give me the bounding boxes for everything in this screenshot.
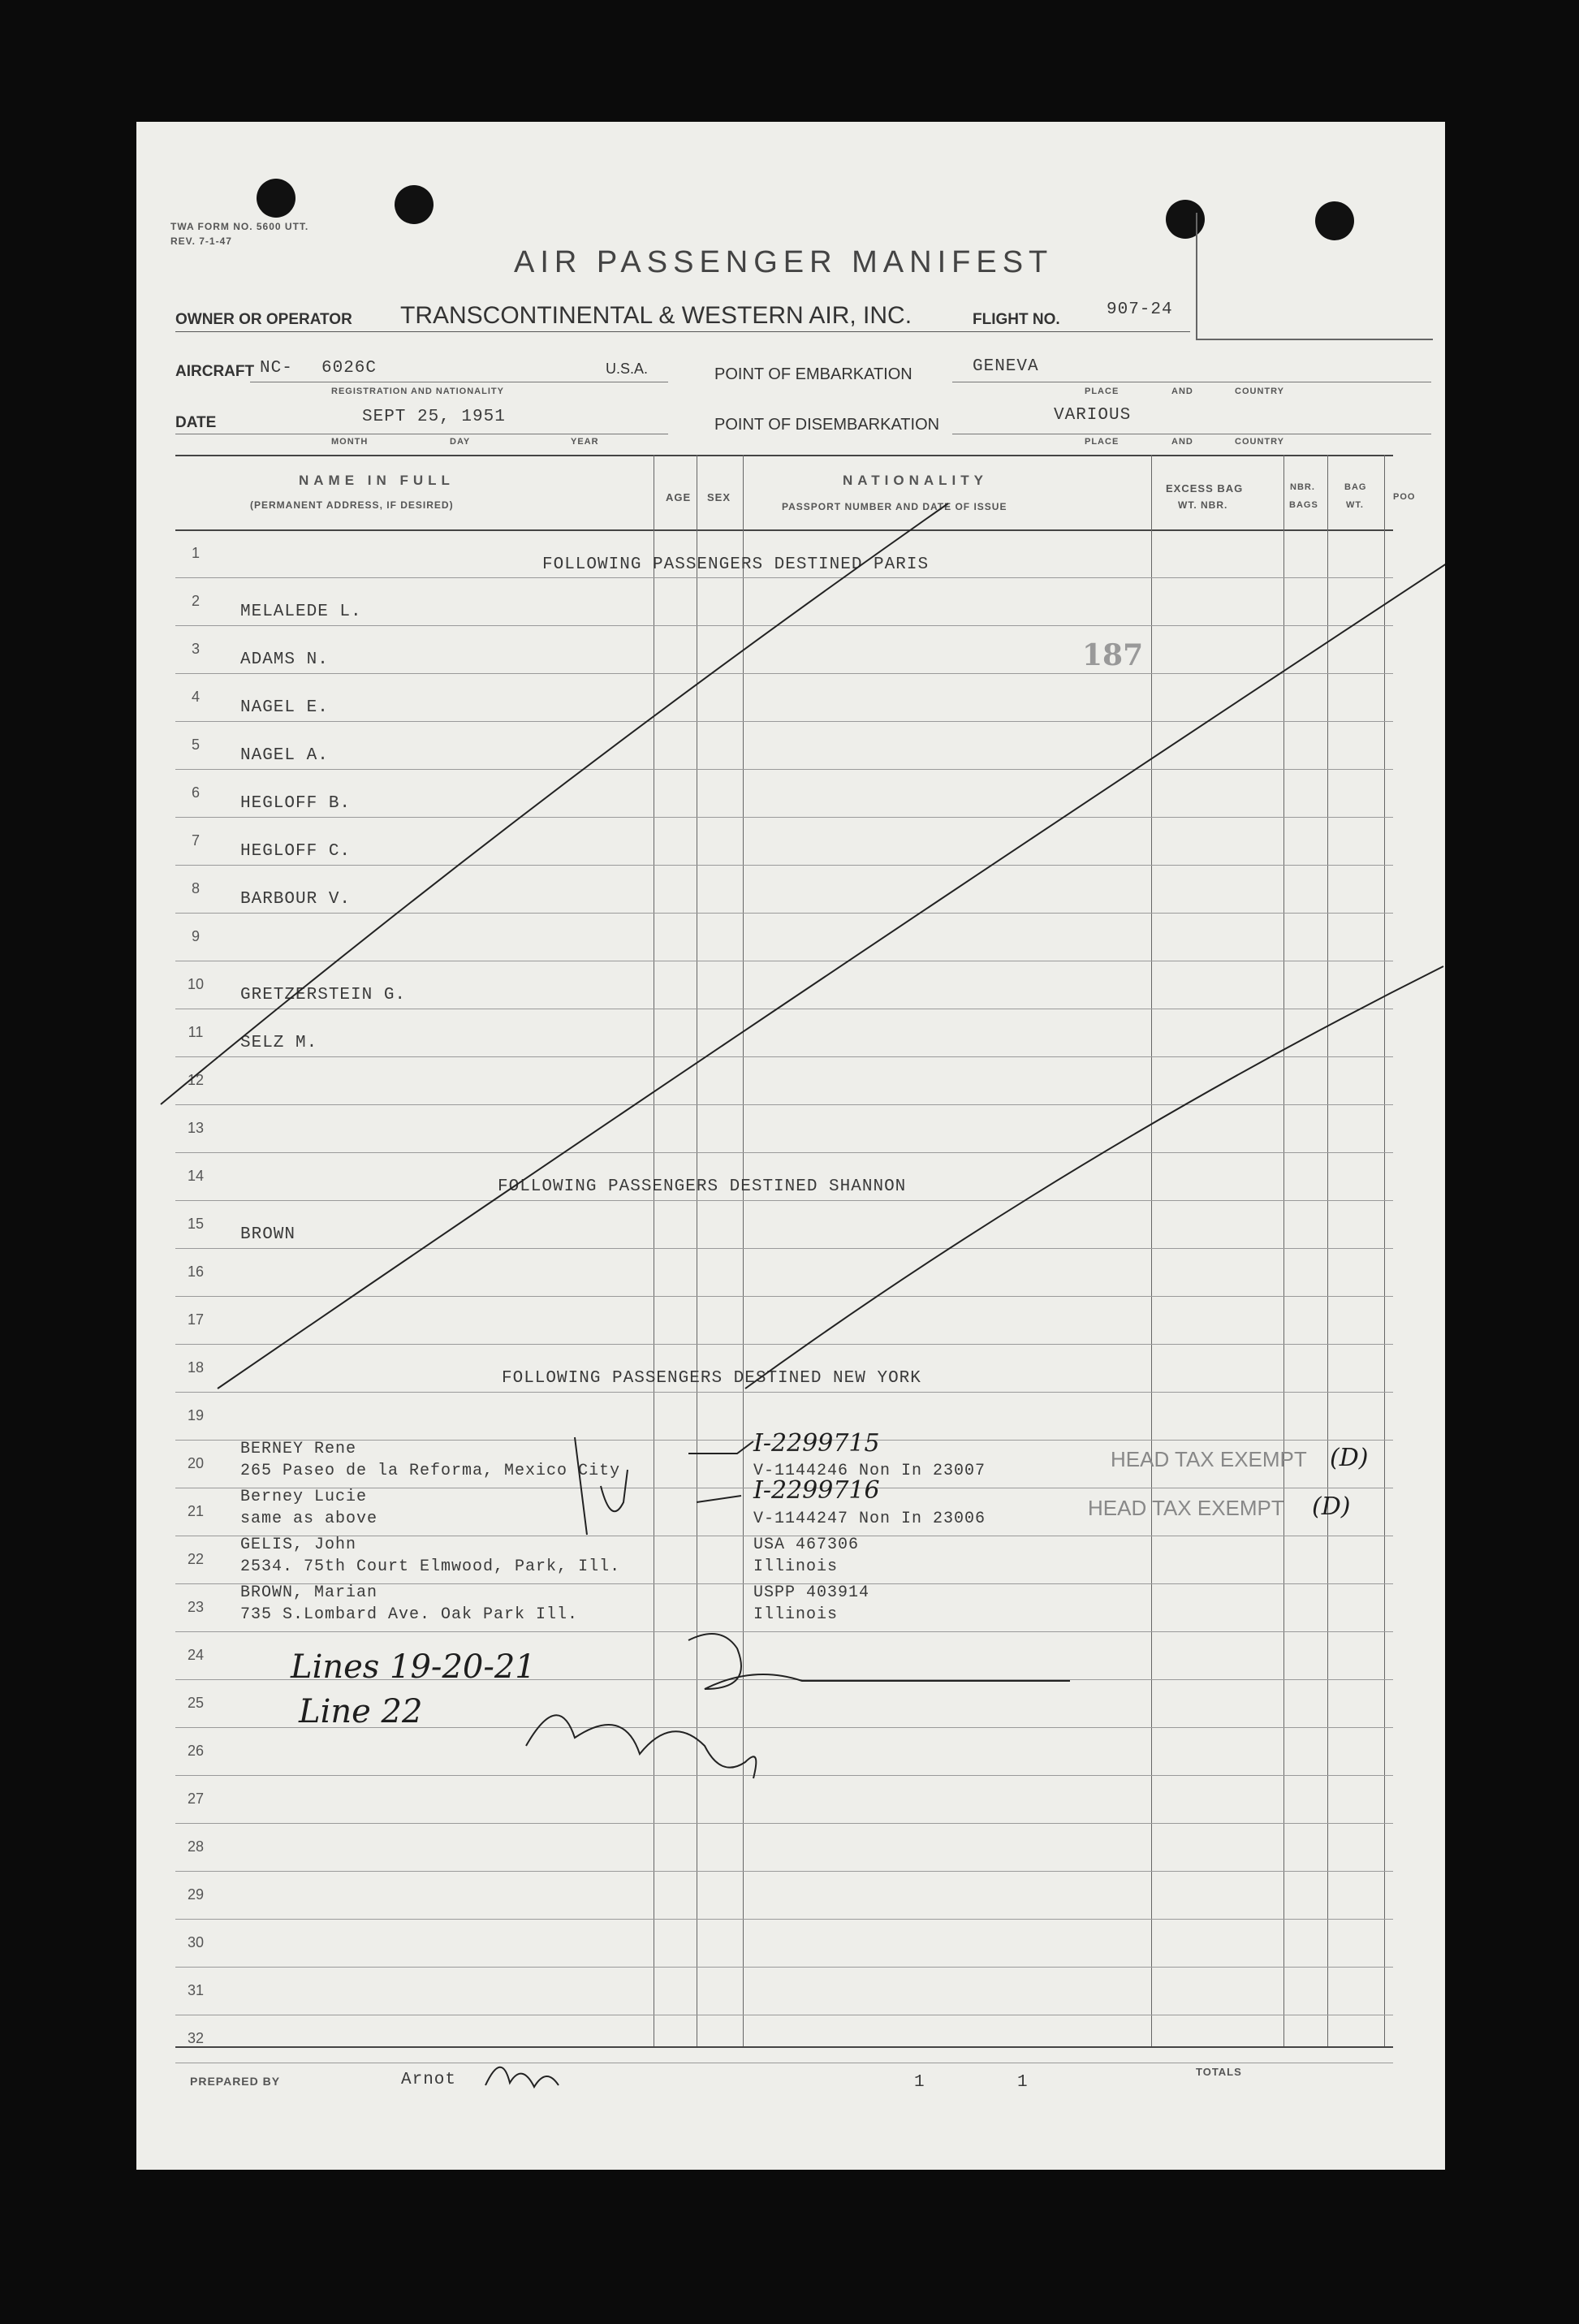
prepared-by-label: PREPARED BY (190, 2075, 281, 2088)
head-tax-stamp: HEAD TAX EXEMPT (1111, 1447, 1307, 1471)
passenger-name: Berney Lucie (240, 1488, 368, 1506)
prepared-by-signer: Arnot (401, 2071, 457, 2089)
passenger-name: GELIS, John (240, 1536, 357, 1554)
date-value: SEPT 25, 1951 (362, 408, 506, 426)
row-number: 8 (191, 880, 200, 896)
passenger-name: BARBOUR V. (240, 890, 352, 909)
disembark-value: VARIOUS (1054, 406, 1132, 425)
row-number: 2 (191, 593, 200, 609)
row-number: 6 (191, 784, 200, 801)
flight-label: FLIGHT NO. (973, 311, 1060, 328)
section-shannon: FOLLOWING PASSENGERS DESTINED SHANNON (498, 1177, 907, 1196)
passport-state: Illinois (753, 1605, 839, 1624)
head-tax-mark: (D) (1312, 1492, 1351, 1521)
passenger-name: BROWN (240, 1225, 296, 1244)
aircraft-country: U.S.A. (606, 361, 649, 377)
passenger-name: NAGEL A. (240, 746, 329, 765)
checkmark (575, 1437, 628, 1535)
strike-line (161, 503, 948, 1104)
row-number: 22 (187, 1551, 205, 1567)
row-number: 11 (188, 1024, 204, 1040)
row-number: 13 (187, 1120, 205, 1136)
row-number: 18 (187, 1359, 205, 1376)
passenger-name: NAGEL E. (240, 698, 329, 717)
col-excess-header: EXCESS BAG (1166, 482, 1244, 495)
passenger-name: HEGLOFF B. (240, 794, 352, 813)
page-stamp-number: 187 (1082, 638, 1144, 672)
aircraft-prefix: NC- (260, 359, 293, 378)
signature (688, 1634, 1070, 1689)
registration-caption: REGISTRATION AND NATIONALITY (331, 387, 504, 396)
passenger-name: BERNEY Rene (240, 1440, 357, 1458)
year-caption: YEAR (571, 437, 599, 447)
place-caption: PLACE (1085, 387, 1120, 396)
row-number: 24 (187, 1647, 205, 1663)
passport-number: V-1144246 Non In 23007 (753, 1462, 986, 1480)
passenger-address: 2534. 75th Court Elmwood, Park, Ill. (240, 1557, 621, 1576)
aircraft-label: AIRCRAFT (175, 363, 255, 380)
owner-label: OWNER OR OPERATOR (175, 311, 352, 328)
and-caption-2: AND (1171, 437, 1193, 447)
section-paris: FOLLOWING PASSENGERS DESTINED PARIS (542, 555, 930, 574)
col-excess-subheader: WT. NBR. (1178, 499, 1228, 511)
section-new-york: FOLLOWING PASSENGERS DESTINED NEW YORK (502, 1369, 921, 1388)
strike-line (745, 966, 1443, 1389)
row-number: 26 (187, 1743, 205, 1759)
row-number: 23 (187, 1599, 205, 1615)
passenger-name: ADAMS N. (240, 650, 329, 669)
row-number: 25 (187, 1695, 205, 1711)
day-caption: DAY (450, 437, 471, 447)
row-number: 5 (191, 737, 200, 753)
col-name-subheader: (PERMANENT ADDRESS, IF DESIRED) (250, 499, 454, 511)
flight-value: 907-24 (1107, 300, 1173, 319)
col-nationality-header: NATIONALITY (843, 473, 989, 488)
row-number: 15 (187, 1216, 205, 1232)
ticket-number: I-2299715 (753, 1429, 880, 1458)
col-passport-header: PASSPORT NUMBER AND DATE OF ISSUE (782, 501, 1007, 512)
row-number: 28 (187, 1838, 205, 1855)
place-caption-2: PLACE (1085, 437, 1120, 447)
row-number: 32 (187, 2030, 205, 2046)
embark-value: GENEVA (973, 357, 1039, 376)
head-tax-stamp: HEAD TAX EXEMPT (1088, 1496, 1284, 1520)
strike-line (218, 560, 1445, 1389)
row-number: 3 (191, 641, 200, 657)
row-number: 14 (187, 1168, 205, 1184)
and-caption: AND (1171, 387, 1193, 396)
owner-value: TRANSCONTINENTAL & WESTERN AIR, INC. (400, 302, 912, 329)
country-caption: COUNTRY (1235, 387, 1284, 396)
passport-number: USPP 403914 (753, 1583, 870, 1602)
row-number: 19 (187, 1407, 205, 1423)
col-bag-header: BAG (1344, 482, 1367, 492)
totals-label: TOTALS (1196, 2066, 1242, 2078)
row-number: 10 (187, 976, 205, 992)
col-nbr-header: NBR. (1290, 482, 1315, 492)
row-number: 9 (191, 928, 200, 944)
passenger-name: SELZ M. (240, 1034, 318, 1052)
passport-state: Illinois (753, 1557, 839, 1576)
passenger-address: 265 Paseo de la Reforma, Mexico City (240, 1462, 621, 1480)
date-label: DATE (175, 414, 217, 431)
passport-number: USA 467306 (753, 1536, 860, 1554)
country-caption-2: COUNTRY (1235, 437, 1284, 447)
embark-label: POINT OF EMBARKATION (714, 365, 912, 383)
col-nbr-subheader: BAGS (1289, 500, 1318, 510)
ticket-bracket (688, 1441, 753, 1502)
passenger-address: same as above (240, 1510, 378, 1528)
row-number: 7 (191, 832, 200, 849)
disembark-label: POINT OF DISEMBARKATION (714, 416, 940, 434)
row-number: 30 (187, 1934, 205, 1950)
col-name-header: NAME IN FULL (299, 473, 455, 488)
row-number: 16 (187, 1264, 205, 1280)
page-title: AIR PASSENGER MANIFEST (514, 245, 1054, 279)
aircraft-value: 6026C (321, 359, 377, 378)
row-number: 1 (191, 545, 200, 561)
manifest-page (136, 122, 1445, 2170)
row-number: 17 (187, 1311, 205, 1328)
handwritten-note: Line 22 (299, 1693, 423, 1730)
handwritten-note: Lines 19-20-21 (291, 1648, 536, 1686)
signature (526, 1715, 756, 1778)
month-caption: MONTH (331, 437, 369, 447)
passenger-address: 735 S.Lombard Ave. Oak Park Ill. (240, 1605, 579, 1624)
col-age-header: AGE (666, 491, 692, 503)
head-tax-mark: (D) (1330, 1444, 1369, 1472)
passenger-name: GRETZERSTEIN G. (240, 986, 407, 1004)
row-number: 27 (187, 1791, 205, 1807)
ticket-number: I-2299716 (753, 1476, 880, 1505)
passport-number: V-1144247 Non In 23006 (753, 1510, 986, 1528)
footer-count: 1 (914, 2073, 925, 2092)
passenger-name: HEGLOFF C. (240, 842, 352, 861)
col-poo-header: POO (1393, 492, 1416, 502)
col-bag-subheader: WT. (1346, 500, 1364, 510)
row-number: 12 (187, 1072, 205, 1088)
signature (485, 2067, 559, 2087)
row-number: 20 (187, 1455, 205, 1471)
handwriting-layer (136, 122, 1445, 2170)
row-number: 4 (191, 689, 200, 705)
passenger-name: MELALEDE L. (240, 603, 362, 621)
col-sex-header: SEX (707, 491, 731, 503)
form-revision: REV. 7-1-47 (170, 235, 232, 247)
passenger-name: BROWN, Marian (240, 1583, 378, 1602)
row-number: 29 (187, 1886, 205, 1903)
row-number: 21 (187, 1503, 205, 1519)
footer-count: 1 (1017, 2073, 1029, 2092)
row-number: 31 (187, 1982, 205, 1998)
form-number: TWA FORM NO. 5600 UTT. (170, 221, 309, 232)
